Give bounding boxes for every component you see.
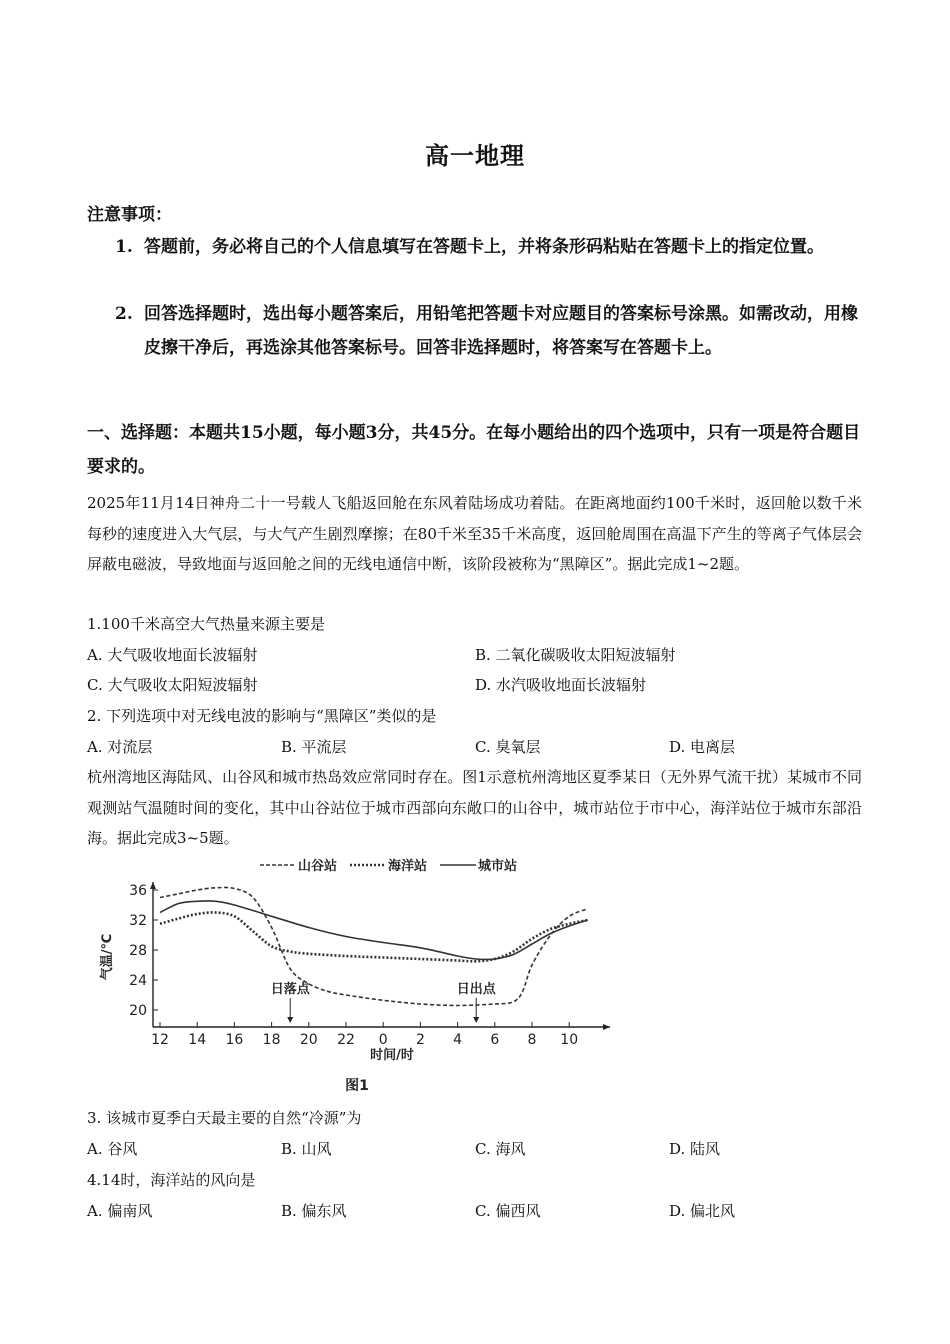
question-1-option-c[interactable]: C. 大气吸收太阳短波辐射 [87, 676, 258, 694]
question-3-option-d[interactable]: D. 陆风 [669, 1140, 721, 1158]
series-line-城市站 [160, 901, 588, 960]
y-tick-label: 28 [129, 943, 147, 959]
y-tick-label: 32 [129, 913, 147, 929]
x-tick-label: 2 [415, 1032, 425, 1048]
series-line-海洋站 [160, 912, 588, 961]
question-4-option-d[interactable]: D. 偏北风 [669, 1202, 736, 1220]
question-4-stem: 4.14时，海洋站的风向是 [87, 1171, 256, 1189]
temperature-chart [95, 852, 625, 1102]
question-2-option-b[interactable]: B. 平流层 [281, 738, 347, 756]
section-heading: 一、选择题：本题共15小题，每小题3分，共45分。在每小题给出的四个选项中，只有一项是符合题目要求的。 [87, 423, 861, 477]
notice-item-1 [115, 230, 860, 264]
question-2-option-d[interactable]: D. 电离层 [669, 738, 736, 756]
page-title: 高一地理 [425, 141, 525, 170]
series-line-山谷站 [160, 887, 588, 1005]
legend-label: 城市站 [478, 859, 518, 874]
x-tick-label: 0 [378, 1032, 388, 1048]
question-1-option-a[interactable]: A. 大气吸收地面长波辐射 [87, 646, 258, 664]
y-axis-arrow [150, 882, 156, 889]
notice-heading: 注意事项： [87, 205, 172, 225]
question-1-option-b[interactable]: B. 二氧化碳吸收太阳短波辐射 [475, 646, 676, 664]
passage-2: 杭州湾地区海陆风、山谷风和城市热岛效应常同时存在。图1示意杭州湾地区夏季某日（无外界气流干扰）某城市不同观测站气温随时间的变化，其中山谷站位于城市西部向东敞口的山谷中，城市站位于市中心，海洋站位于城市东部沿海。据此完成3~5题。 [87, 768, 862, 847]
x-tick-label: 20 [299, 1032, 318, 1048]
annotation-arrow-head [287, 1017, 293, 1023]
x-tick-label: 10 [560, 1032, 579, 1048]
notice-item-number: 2. [115, 304, 133, 324]
figure-caption: 图1 [345, 1078, 369, 1094]
annotation-label: 日落点 [270, 982, 310, 997]
x-tick-label: 8 [527, 1032, 537, 1048]
y-tick-label: 36 [129, 883, 147, 899]
annotation-label: 日出点 [456, 982, 496, 997]
question-3-option-c[interactable]: C. 海风 [475, 1140, 526, 1158]
x-tick-label: 16 [225, 1032, 244, 1048]
notice-item-text: 答题前，务必将自己的个人信息填写在答题卡上，并将条形码粘贴在答题卡上的指定位置。 [144, 237, 824, 257]
notice-item-text: 回答选择题时，选出每小题答案后，用铅笔把答题卡对应题目的答案标号涂黑。如需改动，用橡皮擦干净后，再选涂其他答案标号。回答非选择题时，将答案写在答题卡上。 [144, 304, 858, 358]
question-3-stem: 3. 该城市夏季白天最主要的自然“冷源”为 [87, 1109, 362, 1127]
question-2-option-c[interactable]: C. 臭氧层 [475, 738, 541, 756]
passage-1: 2025年11月14日神舟二十一号载人飞船返回舱在东风着陆场成功着陆。在距离地面约100千米时，返回舱以数千米每秒的速度进入大气层，与大气产生剧烈摩擦；在80千米至35千米高度，返回舱周围在高温下产生的等离子气体层会屏蔽电磁波，导致地面与返回舱之间的无线电通信中断，该阶段被称为“黑障区”。据此完成1~2题。 [87, 494, 862, 573]
x-tick-label: 18 [262, 1032, 281, 1048]
notice-item-2 [115, 297, 860, 365]
question-3-option-b[interactable]: B. 山风 [281, 1140, 332, 1158]
x-tick-label: 22 [337, 1032, 355, 1048]
legend-label: 山谷站 [298, 859, 338, 874]
question-1-option-d[interactable]: D. 水汽吸收地面长波辐射 [475, 676, 647, 694]
x-axis-arrow [603, 1024, 610, 1030]
annotation-arrow-head [473, 1017, 479, 1023]
legend-label: 海洋站 [388, 859, 428, 874]
x-tick-label: 6 [490, 1032, 500, 1048]
x-tick-label: 14 [188, 1032, 207, 1048]
y-tick-label: 20 [129, 1003, 147, 1019]
question-4-option-a[interactable]: A. 偏南风 [87, 1202, 153, 1220]
question-4-option-b[interactable]: B. 偏东风 [281, 1202, 347, 1220]
y-tick-label: 24 [129, 973, 147, 989]
x-axis-label: 时间/时 [370, 1048, 414, 1063]
question-1-stem: 1.100千米高空大气热量来源主要是 [87, 615, 325, 633]
question-2-option-a[interactable]: A. 对流层 [87, 738, 153, 756]
x-tick-label: 4 [453, 1032, 463, 1048]
chart-svg [95, 852, 625, 1102]
y-axis-label: 气温/℃ [100, 933, 115, 981]
question-2-stem: 2. 下列选项中对无线电波的影响与“黑障区”类似的是 [87, 707, 437, 725]
question-4-option-c[interactable]: C. 偏西风 [475, 1202, 541, 1220]
notice-item-number: 1. [115, 237, 133, 257]
x-tick-label: 12 [151, 1032, 169, 1048]
question-3-option-a[interactable]: A. 谷风 [87, 1140, 138, 1158]
